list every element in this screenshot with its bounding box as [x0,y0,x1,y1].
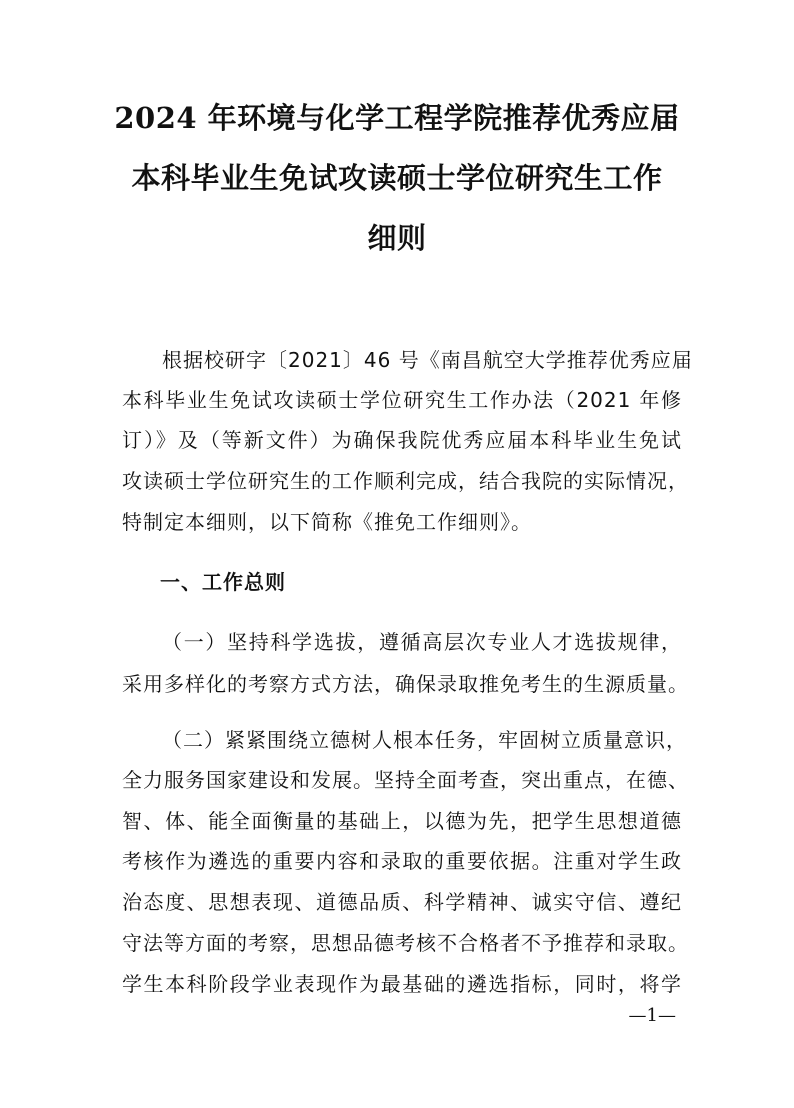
item2-line-3: 智、体、能全面衡量的基础上，以德为先，把学生思想道德 [122,809,682,833]
preamble-line-3: 订）》及（等新文件）为确保我院优秀应届本科毕业生免试 [122,428,682,452]
section-heading: 一、工作总则 [160,570,286,594]
item1-line-1: （一）坚持科学选拔，遵循高层次专业人才选拔规律， [162,630,682,654]
item2-line-2: 全力服务国家建设和发展。坚持全面考查，突出重点，在德、 [122,768,689,792]
document-title-line-3: 细则 [367,221,427,255]
item2-line-7: 学生本科阶段学业表现作为最基础的遴选指标，同时，将学 [122,972,682,996]
document-title-line-1: 2024 年环境与化学工程学院推荐优秀应届 [114,101,680,135]
preamble-line-1: 根据校研字〔2021〕46 号《南昌航空大学推荐优秀应届 [162,348,693,372]
document-title-line-2: 本科毕业生免试攻读硕士学位研究生工作 [131,161,663,195]
item2-line-6: 守法等方面的考察，思想品德考核不合格者不予推荐和录取。 [122,931,689,955]
preamble-line-4: 攻读硕士学位研究生的工作顺利完成，结合我院的实际情况， [122,469,689,493]
item1-line-2: 采用多样化的考察方式方法，确保录取推免考生的生源质量。 [122,672,689,696]
item2-line-1: （二）紧紧围绕立德树人根本任务，牢固树立质量意识， [162,728,687,752]
item2-line-4: 考核作为遴选的重要内容和录取的重要依据。注重对学生政 [122,849,682,873]
item2-line-5: 治态度、思想表现、道德品质、科学精神、诚实守信、遵纪 [122,890,682,914]
page-number: —1— [628,1005,676,1026]
preamble-line-2: 本科毕业生免试攻读硕士学位研究生工作办法（2021 年修 [122,388,682,412]
preamble-line-5: 特制定本细则，以下简称《推免工作细则》。 [122,510,532,534]
